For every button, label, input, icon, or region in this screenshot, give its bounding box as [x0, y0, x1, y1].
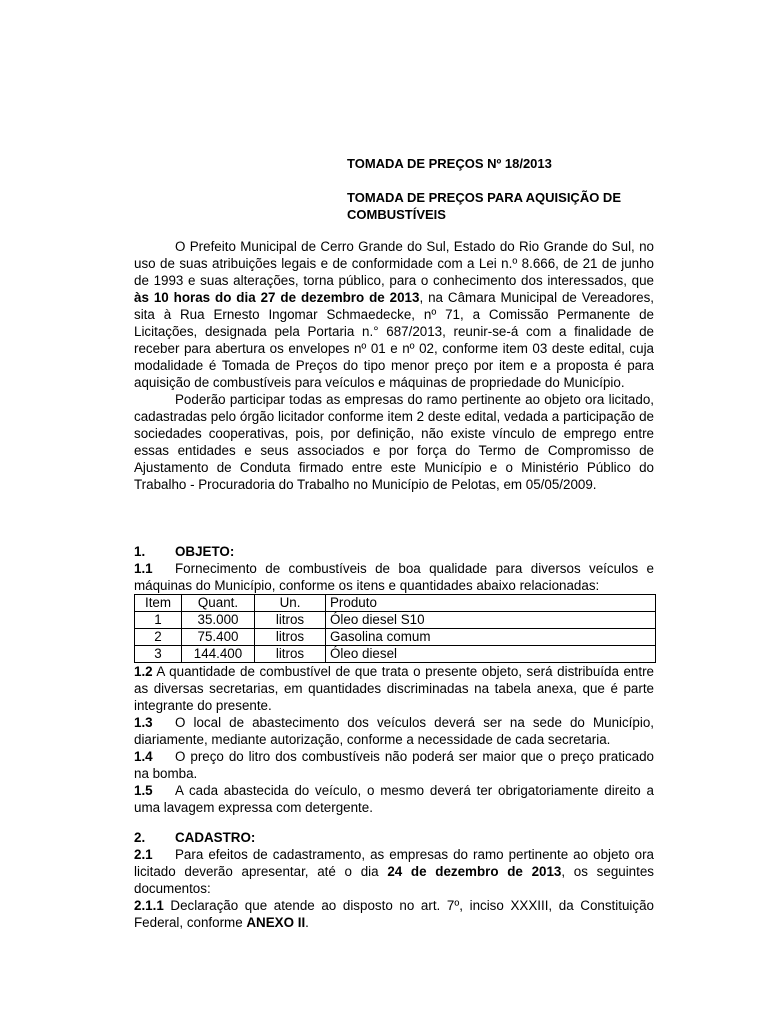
table-cell-item: 3: [135, 646, 182, 663]
table-cell-item: 2: [135, 629, 182, 646]
intro-paragraph-1: [134, 238, 654, 391]
document-title: TOMADA DE PREÇOS Nº 18/2013: [347, 156, 552, 171]
clause-2-1-1-text-b: .: [305, 915, 309, 930]
table-cell-produto: Óleo diesel: [326, 646, 656, 663]
table-cell-quant: 35.000: [182, 612, 255, 629]
table-cell-un: litros: [255, 612, 326, 629]
table-cell-produto: Gasolina comum: [326, 629, 656, 646]
clause-1-1: [134, 560, 654, 594]
document-subtitle: TOMADA DE PREÇOS PARA AQUISIÇÃO DE COMBUSTÍVEIS: [347, 190, 621, 222]
clause-1-4-text: O preço do litro dos combustíveis não poderá ser maior que o preço praticado na bomba.: [134, 749, 654, 781]
table-cell-un: litros: [255, 629, 326, 646]
clause-1-3: [134, 714, 654, 748]
table-cell-quant: 75.400: [182, 629, 255, 646]
table-cell-produto: Óleo diesel S10: [326, 612, 656, 629]
clause-2-1: [134, 846, 654, 897]
clause-2-1-1-bold: ANEXO II: [246, 915, 306, 930]
table-cell-item: 1: [135, 612, 182, 629]
clause-1-4: [134, 748, 654, 782]
section-cadastro: [134, 829, 654, 931]
section-1-title: OBJETO:: [175, 544, 235, 559]
table-header-un: Un.: [255, 595, 326, 612]
clause-1-5-number: 1.5: [134, 783, 153, 798]
intro-paragraph-2: Poderão participar todas as empresas do ramo pertinente ao objeto ora licitado, cadastradas pelo órgão licitador conforme item 2 deste edital, vedada a participação de sociedades cooperativas, pois, por definição, não existe vínculo de emprego entre essas entidades e seus associados e por força do Termo de Compromisso de Ajustamento de Conduta firmado entre este Município e o Ministério Público do Trabalho - Procuradoria do Trabalho no Município de Pelotas, em 05/05/2009.: [134, 392, 654, 492]
clause-1-2: [134, 663, 654, 714]
section-objeto: [134, 543, 654, 816]
clause-1-3-number: 1.3: [134, 715, 153, 730]
table-header-item: Item: [135, 595, 182, 612]
table-cell-quant: 144.400: [182, 646, 255, 663]
table-header-produto: Produto: [326, 595, 656, 612]
table-row: [135, 612, 656, 629]
intro-p1-text-b: , na Câmara Municipal de Vereadores, sita à Rua Ernesto Ingomar Schmaedecke, nº 71, a Comissão Permanente de Licitações, designada pela Portaria n.° 687/2013, reunir-se-á com a finalidade de receber para abertura os envelopes nº 01 e nº 02, conforme item 03 deste edital, cuja modalidade é Tomada de Preços do tipo menor preço por item e a proposta é para aquisição de combustíveis para veículos e máquinas de propriedade do Município.: [134, 290, 654, 390]
clause-2-1-text-a: Para efeitos de cadastramento, as empresas do ramo pertinente ao objeto ora licitado deverão apresentar, até o dia: [134, 847, 654, 879]
section-1-heading: [134, 543, 654, 560]
clause-2-1-bold: 24 de dezembro de 2013: [387, 864, 562, 879]
clause-1-1-number: 1.1: [134, 561, 153, 576]
table-row: [135, 629, 656, 646]
clause-1-2-text: A quantidade de combustível de que trata o presente objeto, será distribuída entre as diversas secretarias, em quantidades discriminadas na tabela anexa, que é parte integrante do presente.: [134, 664, 654, 713]
table-header-row: [135, 595, 656, 612]
clause-2-1-1: [134, 897, 654, 931]
clause-1-3-text: O local de abastecimento dos veículos deverá ser na sede do Município, diariamente, mediante autorização, conforme a necessidade de cada secretaria.: [134, 715, 654, 747]
clause-2-1-number: 2.1: [134, 847, 153, 862]
items-table: [134, 594, 656, 663]
table-row: [135, 646, 656, 663]
section-2-heading: [134, 829, 654, 846]
clause-1-1-text: Fornecimento de combustíveis de boa qualidade para diversos veículos e máquinas do Município, conforme os itens e quantidades abaixo relacionadas:: [134, 561, 654, 593]
clause-2-1-1-number: 2.1.1: [134, 898, 164, 913]
intro-p1-text-a: O Prefeito Municipal de Cerro Grande do Sul, Estado do Rio Grande do Sul, no uso de suas atribuições legais e de conformidade com a Lei n.º 8.666, de 21 de junho de 1993 e suas alterações, torna público, para o conhecimento dos interessados, que: [134, 239, 654, 288]
section-2-title: CADASTRO:: [175, 830, 256, 845]
clause-1-5: [134, 782, 654, 816]
section-2-number: 2.: [134, 830, 146, 845]
table-header-quant: Quant.: [182, 595, 255, 612]
clause-2-1-1-text-a: Declaração que atende ao disposto no art. 7º, inciso XXXIII, da Constituição Federal, conforme: [134, 898, 654, 930]
clause-2-1-text-b: , os seguintes documentos:: [134, 864, 654, 896]
clause-1-4-number: 1.4: [134, 749, 153, 764]
table-cell-un: litros: [255, 646, 326, 663]
section-1-number: 1.: [134, 544, 146, 559]
intro-p1-bold: às 10 horas do dia 27 de dezembro de 2013: [134, 290, 420, 305]
intro-section: [134, 238, 654, 493]
clause-1-2-number: 1.2: [134, 664, 153, 679]
clause-1-5-text: A cada abastecida do veículo, o mesmo deverá ter obrigatoriamente direito a uma lavagem expressa com detergente.: [134, 783, 654, 815]
